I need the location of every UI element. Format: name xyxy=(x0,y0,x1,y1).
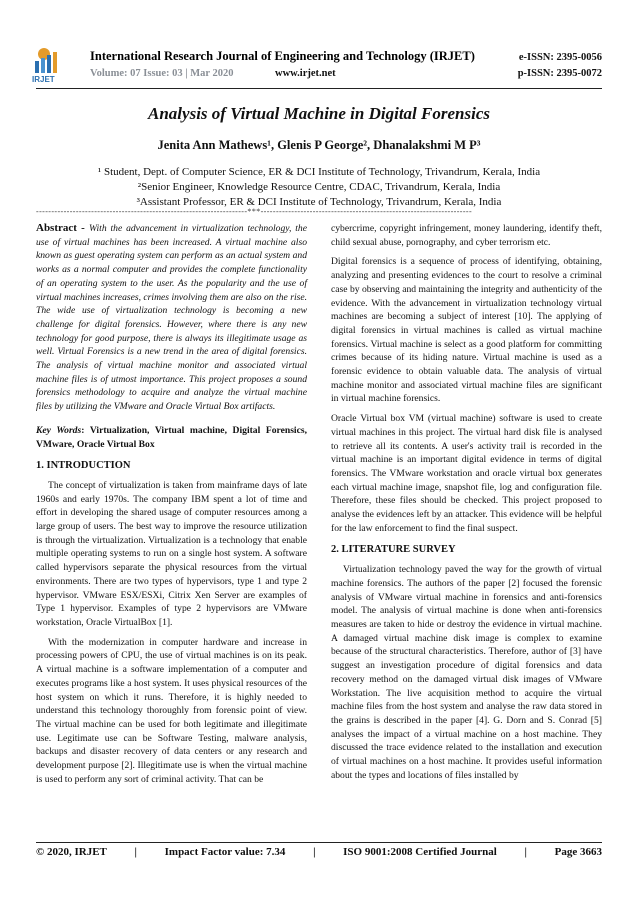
affiliation-1: ¹ Student, Dept. of Computer Science, ER & DCI Institute of Technology, Trivandrum, Kerala, India xyxy=(97,166,541,178)
keywords-text: : Virtualization, Virtual machine, Digital Forensics, VMware, Oracle Virtual Box xyxy=(36,424,307,450)
irjet-logo-icon xyxy=(30,40,70,84)
left-column xyxy=(36,222,307,792)
right-paragraph-3: Oracle Virtual box VM (virtual machine) software is used to create virtual machines in this project. The virtual hard disk file is analysed to retrieve all its contents. A user's activity trail is recorded in the virtual machine is an important digital evidence in terms of digital forensics. The VMware workstation and oracle virtual box generates each virtual machine image, snapshot file, log and configuration file. Therefore, these files should be checked. This project proposed to analyse the evidences left by an attacker. This evidence will be helpful for the law enforcement to find the final suspect. xyxy=(331,413,602,534)
affiliation-3: ³Assistant Professor, ER & DCI Institute of Technology, Trivandrum, Kerala, India xyxy=(136,196,502,208)
paper-authors: Jenita Ann Mathews¹, Glenis P George², Dhanalakshmi M P³ xyxy=(157,138,481,152)
footer-separator: | xyxy=(524,846,527,858)
intro-paragraph-1: The concept of virtualization is taken from mainframe days of late 1960s and early 1970s. The company IBM spent a lot of time and effort in developing the shared usage of computer resources among a large group of users. The best way to improve the resource utilization is through the virtualization. Virtualization is a technology that enable multiple operating systems to run on a single host system. A software called hypervisors separate the physical resources from the virtual environments. There are two types of hypervisors, type 1 and type 2 hypervisor. VMware ESX/ESXi, Citrix Xen Server are examples of Type 1 hypervisor. Examples of type 2 hypervisors are VMware workstation, Oracle VirtualBox [1]. xyxy=(36,479,307,628)
section-2-heading: 2. LITERATURE SURVEY xyxy=(331,544,456,556)
literature-paragraph-1: Virtualization technology paved the way for the growth of virtual machine forensics. The authors of the paper [2] focused the forensic analysis of VMware virtual machine in forensics and anti-forensics model. The analysis of virtual machine is done when anti-forensics measures are taken to hide or destroy the evidence in virtual machine. A damaged virtual machine disk image is complex to examine because of the structural characteristics. Therefore, author of [3] have suggest an investigation procedure of digital forensics and data recovery method on the damaged virtual disk images of VMware Workstation. The live acquisition method to acquire the virtual machine files from the host system and analyse the raw data stored in the grains is described in the paper [4]. G. Dorn and S. Conrad [5] analyses the impact of a virtual machine on a host machine. They discussed the trace evidence related to the installation and execution of virtual machines on a host machine. It provides useful information about the types and locations of files installed by xyxy=(331,564,602,781)
right-paragraph-2: Digital forensics is a sequence of process of identifying, obtaining, analyzing and presenting evidences to the court to resolve a criminal case by observing and maintaining the integrity and authenticity of the evidence. With the advancement in virtualization technology virtual machines are becoming a subject of interest [10]. The applying of digital forensics in virtual machines is called as virtual machine forensics. Virtual machine is select as a good platform for committing crimes because of its hiding nature. Virtual machine is used as a forensic evidence to obtain valuable data. The analysis of virtual machine monitor and associated virtual machine files are significant in virtual machine forensics. xyxy=(331,256,602,405)
journal-name: International Research Journal of Engineering and Technology (IRJET) xyxy=(90,49,475,63)
section-separator: ---------------------------------------------------------------------***--------------------------------------------------------------------- xyxy=(36,207,473,216)
section-1-heading: 1. INTRODUCTION xyxy=(36,460,131,472)
paper-title: Analysis of Virtual Machine in Digital Forensics xyxy=(148,104,490,123)
footer-copyright: © 2020, IRJET xyxy=(36,846,107,858)
footer-divider xyxy=(36,842,602,843)
footer-separator: | xyxy=(134,846,137,858)
volume-issue: Volume: 07 Issue: 03 | Mar 2020 xyxy=(90,68,234,79)
journal-website[interactable]: www.irjet.net xyxy=(275,68,336,79)
e-issn: e-ISSN: 2395-0056 xyxy=(518,52,602,63)
keywords-label: Key Words xyxy=(36,424,82,436)
footer-iso: ISO 9001:2008 Certified Journal xyxy=(343,846,497,858)
footer-impact-factor: Impact Factor value: 7.34 xyxy=(164,846,286,858)
page-footer xyxy=(36,846,602,858)
footer-separator: | xyxy=(313,846,316,858)
page-header xyxy=(0,0,638,92)
right-column xyxy=(331,222,602,788)
affiliation-2: ²Senior Engineer, Knowledge Resource Centre, CDAC, Trivandrum, Kerala, India xyxy=(137,181,501,193)
svg-text:IRJET: IRJET xyxy=(32,75,55,84)
keywords xyxy=(36,424,307,451)
footer-page-number: Page 3663 xyxy=(554,846,602,858)
intro-paragraph-2: With the modernization in computer hardware and increase in processing powers of CPU, the use of virtual machines is on its peak. A virtual machine is a software implementation of a computer and executes programs like a host system. It uses physical resources of the host system on which it runs. Therefore, it is highly needed to understand this technology thoroughly from forensic point of view. The virtual machine can be used for both legitimate and illegitimate use. Legitimate use can be Software Testing, malware analysis, backups and disaster recovery of data centers or any research and development purpose [2]. Illegitimate use is when the virtual machine is used to perform any sort of criminal activity. That can be xyxy=(36,636,307,785)
abstract-label: Abstract - xyxy=(36,222,90,234)
abstract xyxy=(36,222,307,414)
right-paragraph-1: cybercrime, copyright infringement, money laundering, identify theft, child sexual abuse, pornography, and cyber terrorism etc. xyxy=(331,223,602,248)
abstract-text: With the advancement in virtualization technology, the use of virtual machines has been increased. A virtual machine also known as guest operating system can perform as an actual system and works as a normal computer and provides the complete functionality of an operating system to the user. As the popularity and the use of virtual machines increases, crimes involving them are also on the rise. The wide use of virtualization technology is becoming a new challenge for digital forensics. However, where there is any new technology for good purpose, there is always its illegitimate usage as well. Virtual Forensics is a new trend in the area of digital forensics. The analysis of virtual machine monitor and associated virtual machine files is of utmost importance. This project proposes a sound forensics methodology to acquire and analyze the virtual machine files by utilizing the VMware and Oracle Virtual Box artifacts. xyxy=(36,223,307,413)
p-issn: p-ISSN: 2395-0072 xyxy=(517,68,602,79)
header-divider xyxy=(36,88,602,89)
